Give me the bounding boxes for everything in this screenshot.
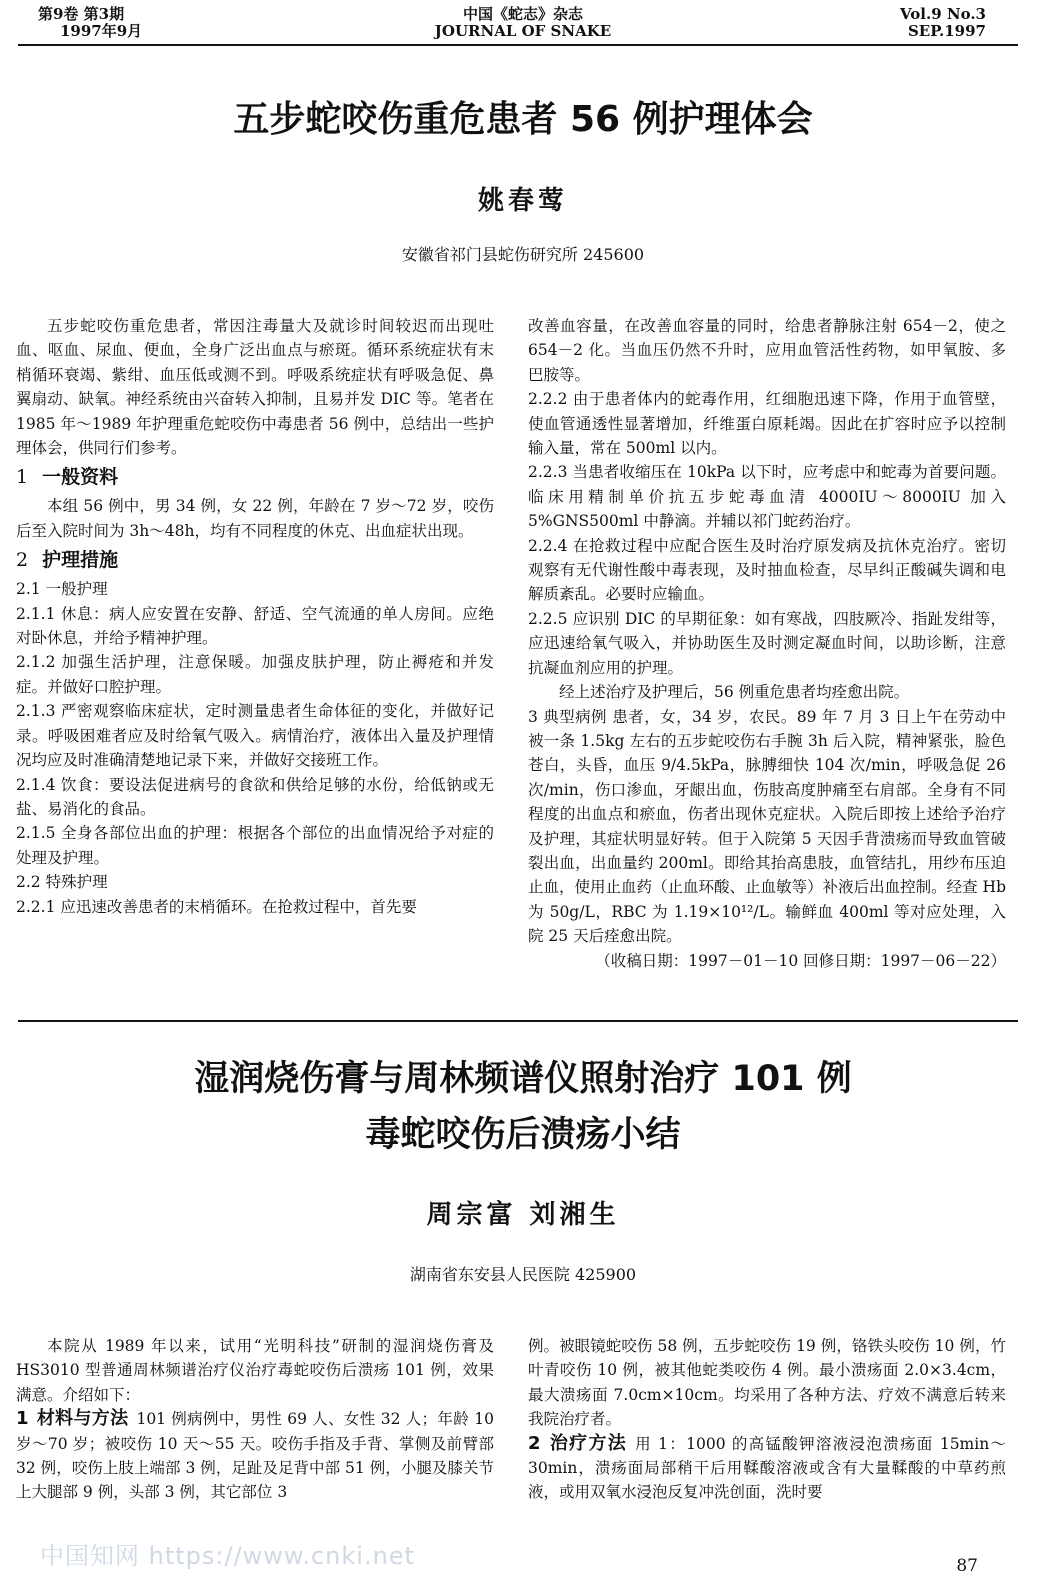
article1-case-report: 3 典型病例 患者，女，34 岁，农民。89 年 7 月 3 日上午在劳动中被一条 1.5kg 左右的五步蛇咬伤右手腕 3h 后入院，精神紧张，脸色苍白，头昏，血压 9/4.5kPa，脉膊细快 104 次/min，呼吸急促 26 次/min，伤口渗血，牙龈出血，伤肢高度肿痛至右肩部。全身有不同程度的出血点和瘀血，伤者出现休克症状。入院后即按上述给予治疗及护理，其症状明显好转。但于入院第 5 天因手背溃疡而导致血管破裂出血，出血量约 200ml。即给其抬高患肢，血管结扎，用纱布压迫止血，使用止血药（止血环酸、止血敏等）补液后出血控制。经查 Hb 为 50g/L，RBC 为 1.19×10¹²/L。输鲜血 400ml 等对应处理，入院 25 天后痊愈出院。 <box>528 707 1006 946</box>
page-number: 87 <box>956 1556 978 1576</box>
article1-para-2-2-3: 2.2.3 当患者收缩压在 10kPa 以下时，应考虑中和蛇毒为首要问题。临床用精制单价抗五步蛇毒血清 4000IU～8000IU 加入 5%GNS500ml 中静滴。并辅以祁门蛇药治疗。 <box>528 463 1006 531</box>
header-date-en: SEP.1997 <box>907 22 986 40</box>
article1-title: 五步蛇咬伤重危患者 56 例护理体会 <box>233 99 813 140</box>
section-number: 2 <box>528 1432 541 1454</box>
article1-affiliation: 安徽省祁门县蛇伤研究所 245600 <box>401 245 645 264</box>
header-volume-cn: 第9卷 第3期 <box>38 5 125 23</box>
header-volume-en: Vol.9 No.3 <box>900 5 986 23</box>
article1-para-2-1-1: 2.1.1 休息：病人应安置在安静、舒适、空气流通的单人房间。应绝对卧休息，并给予精神护理。 <box>16 604 494 648</box>
cnki-watermark: 中国知网 https://www.cnki.net <box>40 1542 415 1570</box>
article2-section1 <box>16 1407 494 1505</box>
article1-para-2-1-2: 2.1.2 加强生活护理，注意保暖。加强皮肤护理，防止褥疮和并发症。并做好口腔护理。 <box>16 653 494 696</box>
article1-section2-heading <box>16 545 494 575</box>
article2-title-line1: 湿润烧伤膏与周林频谱仪照射治疗 101 例 <box>194 1059 852 1099</box>
article1-para-2-2-4: 2.2.4 在抢救过程中应配合医生及时治疗原发病及抗休克治疗。密切观察有无代谢性酸中毒表现，及时抽血检查，尽早纠正酸碱失调和电解质紊乱。必要时应输血。 <box>528 536 1006 604</box>
article1-para-2-1-5: 2.1.5 全身各部位出血的护理：根据各个部位的出血情况给予对症的处理及护理。 <box>16 824 494 867</box>
article2-title-line2: 毒蛇咬伤后溃疡小结 <box>365 1115 681 1155</box>
article1-subsection-2-1: 2.1 一般护理 <box>16 580 108 599</box>
article1-para-2-2-1: 2.2.1 应迅速改善患者的末梢循环。在抢救过程中，首先要 <box>16 897 417 916</box>
article1-subsection-2-2: 2.2 特殊护理 <box>16 873 108 892</box>
section-title: 一般资料 <box>42 466 119 489</box>
article1-para-2-2-5: 2.2.5 应识别 DIC 的早期征象：如有寒战，四肢厥冷、指趾发绀等，应迅速给氧气吸入，并协助医生及时测定凝血时间，以助诊断，注意抗凝血剂应用的护理。 <box>528 609 1006 677</box>
header-journal-cn: 中国《蛇志》杂志 <box>462 5 583 23</box>
section-number: 1 <box>16 466 29 489</box>
article1-section1-text: 本组 56 例中，男 34 例，女 22 例，年龄在 7 岁～72 岁，咬伤后至入院时间为 3h～48h，均有不同程度的休克、出血症状出现。 <box>16 497 494 540</box>
section-number: 2 <box>16 549 29 572</box>
section-number: 1 <box>16 1408 29 1430</box>
article1-author: 姚春莺 <box>477 186 568 216</box>
article1-received-dates: （收稿日期：1997－01－10 回修日期：1997－06－22） <box>595 951 1006 970</box>
article1-para-2-1-3: 2.1.3 严密观察临床症状，定时测量患者生命体征的变化，并做好记录。呼吸困难者应及时给氧气吸入。病情治疗，液体出入量及护理情况均应及时准确清楚地记录下来，并做好交接班工作。 <box>16 702 494 770</box>
section-text: 用 1：1000 的高锰酸钾溶液浸泡溃疡面 15min～30min，溃疡面局部稍干后用鞣酸溶液或含有大量鞣酸的中草药煎液，或用双氧水浸泡反复冲洗创面，洗时要 <box>528 1434 1007 1502</box>
section-title: 治疗方法 <box>548 1432 628 1454</box>
article1-section1-heading <box>16 462 494 492</box>
header-rule <box>18 44 1018 46</box>
article2-affiliation: 湖南省东安县人民医院 425900 <box>409 1265 637 1284</box>
article1-summary: 经上述治疗及护理后，56 例重危患者均痊愈出院。 <box>559 683 910 702</box>
article1-intro: 五步蛇咬伤重危患者，常因注毒量大及就诊时间较迟而出现吐血、呕血、尿血、便血，全身广泛出血点与瘀斑。循环系统症状有末梢循环衰竭、紫绀、血压低或测不到。呼吸系统症状有呼吸急促、鼻翼扇动、缺氧。神经系统由兴奋转入抑制，且易并发 DIC 等。笔者在 1985 年～1989 年护理重危蛇咬伤中毒患者 56 例中，总结出一些护理体会，供同行们参考。 <box>16 317 494 458</box>
header-right <box>900 6 986 40</box>
article1-left-column <box>16 314 494 919</box>
header-date-cn: 1997年9月 <box>60 22 143 40</box>
article2-section2 <box>528 1432 1006 1505</box>
section-title: 护理措施 <box>42 549 119 572</box>
article2-right-column <box>528 1334 1006 1505</box>
article-separator-rule <box>18 1020 1018 1022</box>
article2-intro: 本院从 1989 年以来，试用“光明科技”研制的湿润烧伤膏及 HS3010 型普通周林频谱治疗仪治疗毒蛇咬伤后溃疡 101 例，效果满意。介绍如下： <box>16 1337 494 1404</box>
article1-para-2-1-4: 2.1.4 饮食：要设法促进病号的食欲和供给足够的水份，给低钠或无盐、易消化的食品。 <box>16 775 494 818</box>
article1-para-2-2-2: 2.2.2 由于患者体内的蛇毒作用，红细胞迅速下降，作用于血管壁，使血管通透性显著增加，纤维蛋白原耗竭。因此在扩容时应予以控制输入量，常在 500ml 以内。 <box>528 390 1006 458</box>
header-journal-en: JOURNAL OF SNAKE <box>434 22 612 40</box>
section-title: 材料与方法 <box>36 1408 129 1430</box>
article2-authors: 周宗富 刘湘生 <box>426 1200 620 1230</box>
article1-right-column <box>528 314 1006 973</box>
header-center <box>0 6 1046 40</box>
article2-right-continuation: 例。被眼镜蛇咬伤 58 例，五步蛇咬伤 19 例，铬铁头咬伤 10 例，竹叶青咬伤 10 例，被其他蛇类咬伤 4 例。最小溃疡面 2.0×3.4cm，最大溃疡面 7.0cm×10cm。均采用了各种方法、疗效不满意后转来我院治疗者。 <box>528 1337 1006 1429</box>
article1-right-continuation: 改善血容量，在改善血容量的同时，给患者静脉注射 654－2，使之 654－2 化。当血压仍然不升时，应用血管活性药物，如甲氧胺、多巴胺等。 <box>528 317 1006 384</box>
section-text: 101 例病例中，男性 69 人、女性 32 人；年龄 10 岁～70 岁；被咬伤 10 天～55 天。咬伤手指及手背、掌侧及前臂部 32 例，咬伤上肢上端部 3 例，足趾及足背中部 51 例，小腿及膝关节上大腿部 9 例，头部 3 例，其它部位 3 <box>16 1410 494 1502</box>
article2-left-column <box>16 1334 494 1505</box>
